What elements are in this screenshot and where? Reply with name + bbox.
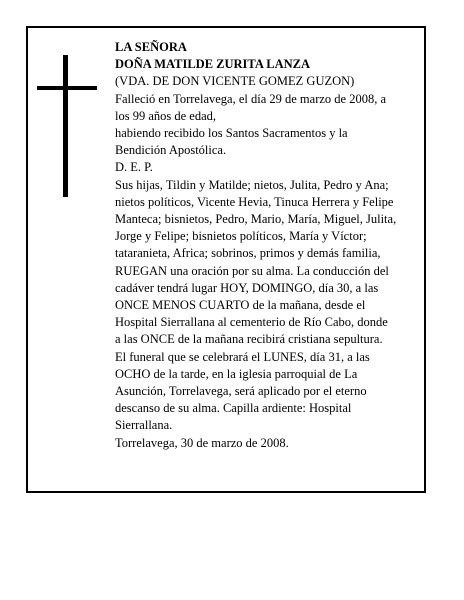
family-line: tataranieta, Africa; sobrinos, primos y demás familia, (115, 246, 381, 261)
family-line: El funeral que se celebrará el LUNES, día 31, a las (115, 349, 370, 364)
family-line: OCHO de la tarde, en la iglesia parroquial de La (115, 366, 358, 381)
family-line: Jorge y Felipe; bisnietos políticos, María y Víctor; (115, 229, 367, 244)
deceased-name: DOÑA MATILDE ZURITA LANZA (115, 57, 311, 72)
notice-title: LA SEÑORA (115, 40, 187, 54)
rip-line: D. E. P. (115, 160, 153, 175)
cross-horizontal-bar (37, 86, 97, 90)
family-line: Sierrallana. (115, 418, 173, 433)
sacraments-line-1: habiendo recibido los Santos Sacramentos y la (115, 126, 348, 141)
family-line: Sus hijas, Tildin y Matilde; nietos, Julita, Pedro y Ana; (115, 177, 389, 192)
obituary-text (115, 39, 420, 452)
family-line: Manteca; bisnietos, Pedro, Mario, María, Miguel, Julita, (115, 212, 397, 227)
place-date-line: Torrelavega, 30 de marzo de 2008. (115, 435, 289, 450)
family-line: cadáver tendrá lugar HOY, DOMINGO, día 30, a las (115, 280, 379, 295)
death-line-2: los 99 años de edad, (115, 108, 217, 123)
widow-of-line: (VDA. DE DON VICENTE GOMEZ GUZON) (115, 74, 355, 89)
cross-icon (37, 55, 97, 197)
family-line: ONCE MENOS CUARTO de la mañana, desde el (115, 298, 366, 313)
sacraments-line-2: Bendición Apostólica. (115, 143, 227, 158)
family-line: nietos políticos, Vicente Hevia, Tinuca Herrera y Felipe (115, 194, 394, 209)
family-line: descanso de su alma. Capilla ardiente: Hospital (115, 401, 352, 416)
family-line: a las ONCE de la mañana recibirá cristiana sepultura. (115, 332, 383, 347)
family-line: Hospital Sierrallana al cementerio de Río Cabo, donde (115, 315, 388, 330)
death-line-1: Falleció en Torrelavega, el día 29 de marzo de 2008, a (115, 91, 387, 106)
cross-vertical-bar (63, 55, 68, 197)
family-line: RUEGAN una oración por su alma. La conducción del (115, 263, 389, 278)
family-line: Asunción, Torrelavega, será aplicado por el eterno (115, 384, 367, 399)
